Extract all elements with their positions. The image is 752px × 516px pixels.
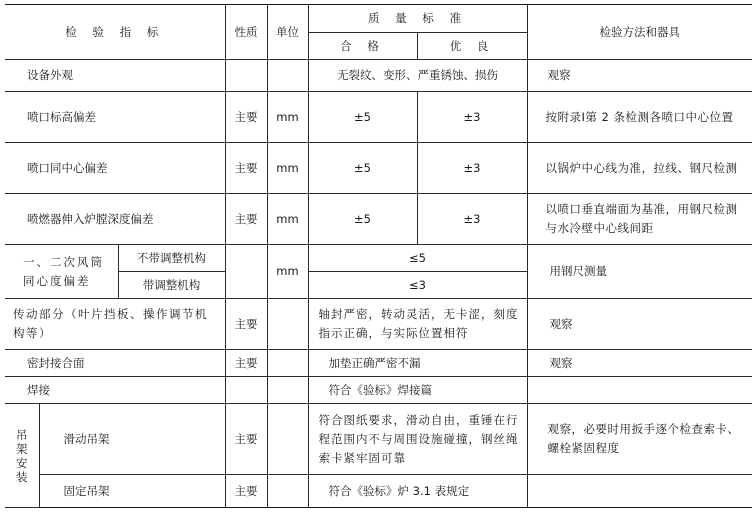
row-group xyxy=(5,404,39,508)
row-nature: 主要 xyxy=(225,404,267,475)
row-standard: ≤3 xyxy=(308,272,527,299)
row-subitem: 带调整机构 xyxy=(118,272,225,299)
row-method: 以喷口垂直端面为基准，用钢尺检测与水冷壁中心线间距 xyxy=(527,194,752,245)
row-nature xyxy=(225,60,267,92)
header-qualified: 合 格 xyxy=(308,33,417,60)
row-item: 密封接合面 xyxy=(5,350,225,377)
row-unit: mm xyxy=(267,194,308,245)
row-item: 焊接 xyxy=(5,377,225,404)
row-standard: ≤5 xyxy=(308,245,527,272)
row-excellent: ±3 xyxy=(417,92,527,143)
table-row xyxy=(5,194,752,245)
row-method: 以锅炉中心线为准，拉线、钢尺检测 xyxy=(527,143,752,194)
row-nature xyxy=(225,377,267,404)
table-row xyxy=(5,299,752,350)
row-item: 喷口标高偏差 xyxy=(5,92,225,143)
row-unit xyxy=(267,377,308,404)
table-row xyxy=(5,377,752,404)
row-item: 设备外观 xyxy=(5,60,225,92)
header-nature: 性质 xyxy=(225,5,267,60)
header-item: 检 验 指 标 xyxy=(5,5,225,60)
row-nature: 主要 xyxy=(225,350,267,377)
row-unit: mm xyxy=(267,143,308,194)
row-item: 滑动吊架 xyxy=(39,404,225,475)
row-item: 一、二次风筒同心度偏差 xyxy=(5,245,118,299)
table-row xyxy=(5,245,752,272)
table-row xyxy=(5,350,752,377)
row-unit xyxy=(267,299,308,350)
row-standard: 符合图纸要求，滑动自由，重锤在行程范围内不与周围设施碰撞，钢丝绳索卡紧牢固可靠 xyxy=(308,404,527,475)
row-method: 观察 xyxy=(527,350,752,377)
row-nature xyxy=(225,245,267,299)
row-item: 喷口同中心偏差 xyxy=(5,143,225,194)
row-nature: 主要 xyxy=(225,475,267,508)
table-row xyxy=(5,404,752,475)
row-standard: 加垫正确严密不漏 xyxy=(308,350,527,377)
row-method xyxy=(527,475,752,508)
header-unit: 单位 xyxy=(267,5,308,60)
hanger-group-label: 吊架安装 xyxy=(16,427,28,484)
table-row xyxy=(5,475,752,508)
row-excellent: ±3 xyxy=(417,143,527,194)
header-quality-standard: 质 量 标 准 xyxy=(308,5,527,33)
row-method: 观察 xyxy=(527,60,752,92)
row-unit xyxy=(267,350,308,377)
row-nature: 主要 xyxy=(225,194,267,245)
row-nature: 主要 xyxy=(225,92,267,143)
header-excellent: 优 良 xyxy=(417,33,527,60)
row-item: 传动部分（叶片挡板、操作调节机构等） xyxy=(5,299,225,350)
row-method: 按附录Ⅰ第 2 条检测各喷口中心位置 xyxy=(527,92,752,143)
row-method: 观察 xyxy=(527,299,752,350)
row-unit xyxy=(267,60,308,92)
table-row xyxy=(5,143,752,194)
row-item: 喷燃器伸入炉膛深度偏差 xyxy=(5,194,225,245)
inspection-table xyxy=(5,4,752,508)
row-standard: 符合《验标》焊接篇 xyxy=(308,377,527,404)
row-method: 用钢尺测量 xyxy=(527,245,752,299)
row-subitem: 不带调整机构 xyxy=(118,245,225,272)
row-qualified: ±5 xyxy=(308,194,417,245)
row-method: 观察，必要时用扳手逐个检查索卡、螺栓紧固程度 xyxy=(527,404,752,475)
row-unit: mm xyxy=(267,92,308,143)
row-qualified: ±5 xyxy=(308,92,417,143)
table-row xyxy=(5,60,752,92)
row-item: 固定吊架 xyxy=(39,475,225,508)
header-method: 检验方法和器具 xyxy=(527,5,752,60)
table-row xyxy=(5,92,752,143)
row-unit: mm xyxy=(267,245,308,299)
row-unit xyxy=(267,475,308,508)
row-qualified: ±5 xyxy=(308,143,417,194)
row-standard: 无裂纹、变形、严重锈蚀、损伤 xyxy=(308,60,527,92)
row-standard: 符合《验标》炉 3.1 表规定 xyxy=(308,475,527,508)
row-nature: 主要 xyxy=(225,143,267,194)
row-nature: 主要 xyxy=(225,299,267,350)
header-row xyxy=(5,5,752,33)
row-method xyxy=(527,377,752,404)
row-unit xyxy=(267,404,308,475)
row-excellent: ±3 xyxy=(417,194,527,245)
row-standard: 轴封严密，转动灵活，无卡涩，刻度指示正确，与实际位置相符 xyxy=(308,299,527,350)
